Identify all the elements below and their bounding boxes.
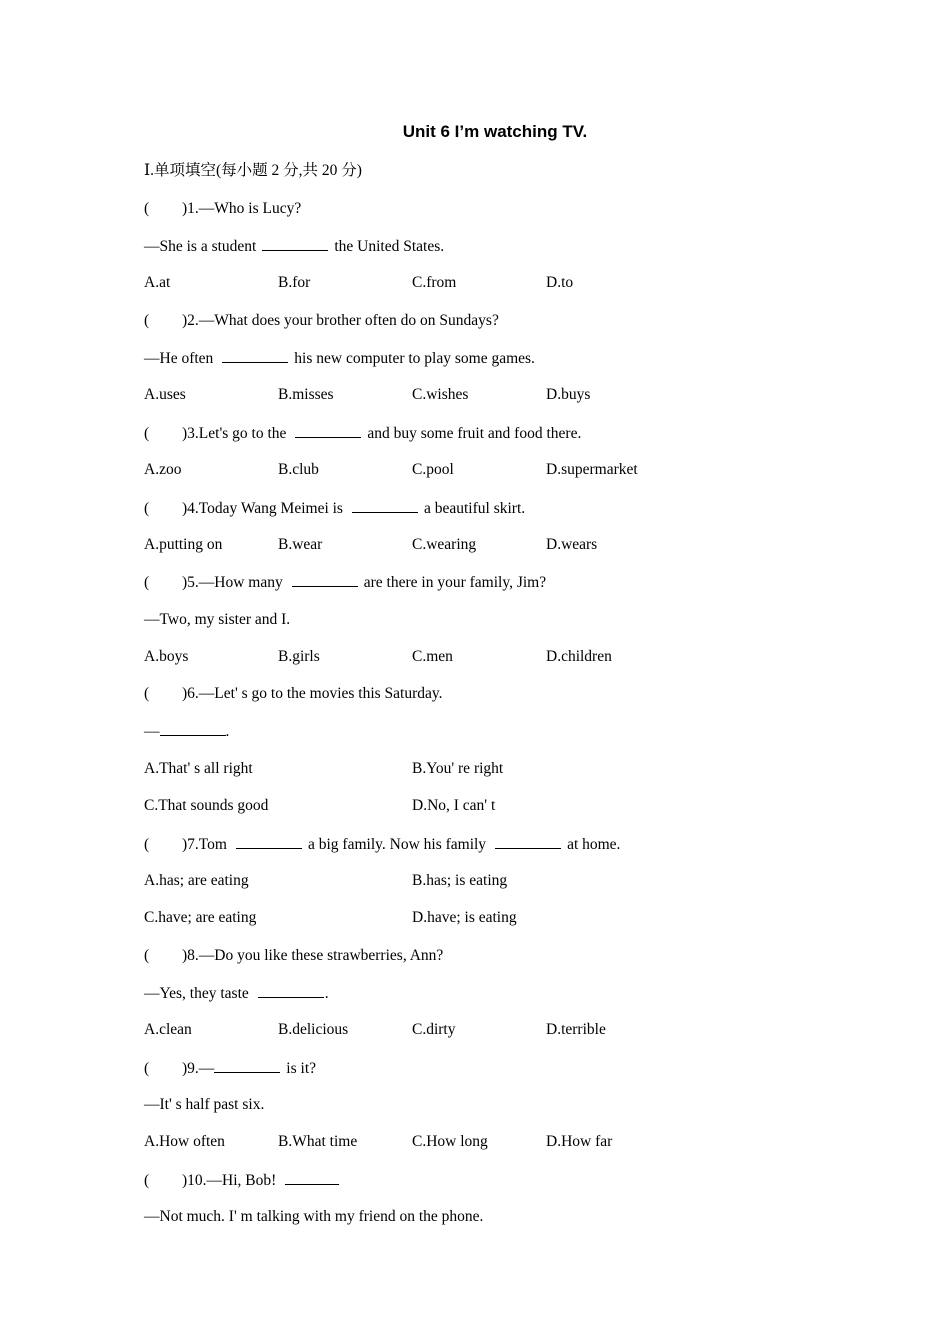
answer-blank[interactable] bbox=[222, 348, 288, 363]
option-d[interactable]: D.to bbox=[546, 274, 574, 291]
question-3-text-post: and buy some fruit and food there. bbox=[367, 425, 582, 442]
question-5-line2: —Two, my sister and I. bbox=[144, 611, 291, 628]
option-c[interactable]: C.pool bbox=[412, 461, 454, 478]
question-6-line2 bbox=[144, 721, 229, 742]
answer-paren: ( bbox=[144, 312, 150, 329]
question-5-text-post: are there in your family, Jim? bbox=[363, 574, 547, 591]
answer-blank[interactable] bbox=[285, 1170, 339, 1185]
question-1-line2 bbox=[144, 236, 444, 257]
answer-blank-2[interactable] bbox=[495, 834, 561, 849]
question-2-line2-pre: —He often bbox=[144, 350, 214, 367]
option-b[interactable]: B.misses bbox=[278, 386, 334, 403]
question-9-text-post: is it? bbox=[286, 1060, 317, 1077]
option-d[interactable]: D.children bbox=[546, 648, 612, 665]
question-9-text: )9.— bbox=[182, 1060, 215, 1077]
option-a[interactable]: A.putting on bbox=[144, 536, 223, 553]
answer-blank[interactable] bbox=[352, 498, 418, 513]
question-1-text: )1.—Who is Lucy? bbox=[182, 200, 302, 217]
option-b[interactable]: B.has; is eating bbox=[412, 872, 508, 889]
option-a[interactable]: A.zoo bbox=[144, 461, 182, 478]
question-6 bbox=[144, 684, 443, 704]
option-a[interactable]: A.clean bbox=[144, 1021, 192, 1038]
question-8-line2-pre: —Yes, they taste bbox=[144, 985, 249, 1002]
option-d[interactable]: D.buys bbox=[546, 386, 591, 403]
option-c[interactable]: C.men bbox=[412, 648, 453, 665]
answer-blank[interactable] bbox=[292, 572, 358, 587]
answer-paren: ( bbox=[144, 836, 150, 853]
answer-blank[interactable] bbox=[160, 721, 226, 736]
option-d[interactable]: D.How far bbox=[546, 1133, 613, 1150]
option-c[interactable]: C.wearing bbox=[412, 536, 477, 553]
question-9 bbox=[144, 1058, 316, 1079]
answer-blank[interactable] bbox=[295, 423, 361, 438]
answer-paren: ( bbox=[144, 500, 150, 517]
option-b[interactable]: B.wear bbox=[278, 536, 323, 553]
question-1-line2-pre: —She is a student bbox=[144, 238, 257, 255]
option-a[interactable]: A.at bbox=[144, 274, 171, 291]
answer-blank[interactable] bbox=[262, 236, 328, 251]
option-a[interactable]: A.has; are eating bbox=[144, 872, 249, 889]
question-6-line2-pre: — bbox=[144, 723, 160, 740]
question-5-text: )5.—How many bbox=[182, 574, 283, 591]
option-d[interactable]: D.No, I can' t bbox=[412, 797, 496, 814]
question-3-text: )3.Let's go to the bbox=[182, 425, 287, 442]
question-7 bbox=[144, 834, 620, 855]
answer-blank-1[interactable] bbox=[236, 834, 302, 849]
option-c[interactable]: C.have; are eating bbox=[144, 909, 257, 926]
option-b[interactable]: B.for bbox=[278, 274, 311, 291]
question-2-text: )2.—What does your brother often do on Sundays? bbox=[182, 312, 499, 329]
question-4 bbox=[144, 498, 525, 519]
question-8 bbox=[144, 946, 443, 966]
question-8-text: )8.—Do you like these strawberries, Ann? bbox=[182, 947, 444, 964]
answer-paren: ( bbox=[144, 1172, 150, 1189]
question-2-line2 bbox=[144, 348, 535, 369]
option-b[interactable]: B.club bbox=[278, 461, 319, 478]
question-6-text: )6.—Let' s go to the movies this Saturday. bbox=[182, 685, 443, 702]
question-4-text-post: a beautiful skirt. bbox=[423, 500, 526, 517]
question-5 bbox=[144, 572, 546, 593]
option-a[interactable]: A.boys bbox=[144, 648, 189, 665]
question-10-line2: —Not much. I' m talking with my friend on the phone. bbox=[144, 1208, 484, 1225]
option-a[interactable]: A.How often bbox=[144, 1133, 225, 1150]
question-2-line2-post: his new computer to play some games. bbox=[294, 350, 535, 367]
question-10 bbox=[144, 1170, 345, 1191]
option-b[interactable]: B.What time bbox=[278, 1133, 358, 1150]
option-a[interactable]: A.That' s all right bbox=[144, 760, 253, 777]
option-a[interactable]: A.uses bbox=[144, 386, 186, 403]
option-d[interactable]: D.wears bbox=[546, 536, 598, 553]
option-d[interactable]: D.terrible bbox=[546, 1021, 606, 1038]
question-2 bbox=[144, 311, 499, 331]
answer-paren: ( bbox=[144, 947, 150, 964]
answer-paren: ( bbox=[144, 685, 150, 702]
question-1-line2-post: the United States. bbox=[334, 238, 445, 255]
option-c[interactable]: C.How long bbox=[412, 1133, 488, 1150]
option-b[interactable]: B.girls bbox=[278, 648, 320, 665]
question-7-text-mid: a big family. Now his family bbox=[307, 836, 487, 853]
question-8-line2 bbox=[144, 983, 329, 1004]
option-b[interactable]: B.You' re right bbox=[412, 760, 504, 777]
option-b[interactable]: B.delicious bbox=[278, 1021, 349, 1038]
question-8-line2-post: . bbox=[324, 985, 329, 1002]
option-c[interactable]: C.That sounds good bbox=[144, 797, 269, 814]
question-10-text: )10.—Hi, Bob! bbox=[182, 1172, 277, 1189]
question-6-line2-post: . bbox=[225, 723, 230, 740]
option-d[interactable]: D.have; is eating bbox=[412, 909, 517, 926]
section-heading: Ⅰ.单项填空(每小题 2 分,共 20 分) bbox=[144, 162, 362, 179]
answer-blank[interactable] bbox=[258, 983, 324, 998]
option-d[interactable]: D.supermarket bbox=[546, 461, 638, 478]
option-c[interactable]: C.from bbox=[412, 274, 457, 291]
option-c[interactable]: C.dirty bbox=[412, 1021, 456, 1038]
page-title: Unit 6 I’m watching TV. bbox=[402, 122, 588, 141]
question-4-text: )4.Today Wang Meimei is bbox=[182, 500, 343, 517]
question-7-text: )7.Tom bbox=[182, 836, 227, 853]
question-9-line2: —It' s half past six. bbox=[144, 1096, 265, 1113]
answer-blank[interactable] bbox=[214, 1058, 280, 1073]
question-7-text-post: at home. bbox=[567, 836, 621, 853]
question-1 bbox=[144, 199, 301, 219]
answer-paren: ( bbox=[144, 200, 150, 217]
answer-paren: ( bbox=[144, 1060, 150, 1077]
answer-paren: ( bbox=[144, 574, 150, 591]
answer-paren: ( bbox=[144, 425, 150, 442]
option-c[interactable]: C.wishes bbox=[412, 386, 469, 403]
question-3 bbox=[144, 423, 581, 444]
